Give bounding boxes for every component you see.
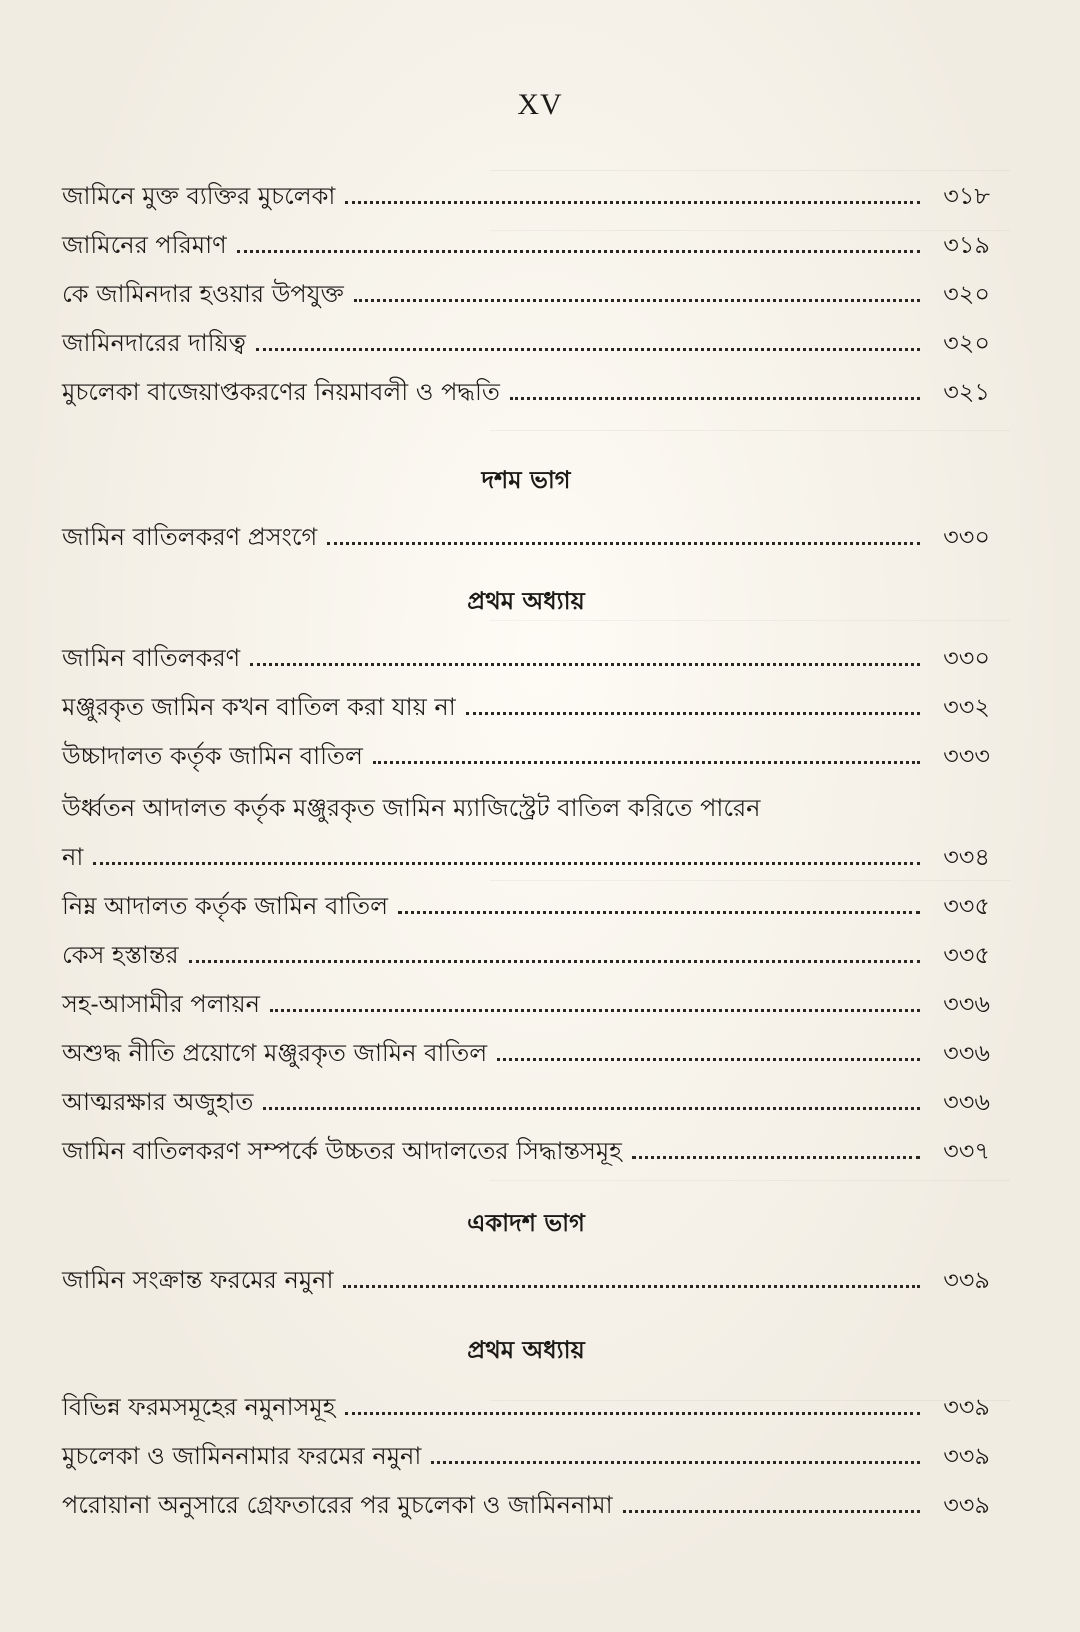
dot-leader — [263, 1106, 920, 1110]
dot-leader — [270, 1008, 920, 1012]
toc-entry-title: সহ-আসামীর পলায়ন — [62, 990, 261, 1018]
toc-entry-title: কেস হস্তান্তর — [62, 941, 179, 969]
dot-leader — [466, 711, 920, 715]
toc-entry-wrapped-first-line: উর্ধ্বতন আদালত কর্তৃক মঞ্জুরকৃত জামিন ম্যাজিস্ট্রেট বাতিল করিতে পারেন — [62, 794, 761, 822]
toc-entry-page: ৩১৯ — [943, 231, 990, 259]
dot-leader — [237, 249, 920, 253]
chapter-heading: প্রথম অধ্যায় — [467, 1335, 585, 1364]
toc-entry-title: আত্মরক্ষার অজুহাত — [62, 1088, 254, 1116]
dot-leader — [373, 760, 920, 764]
toc-entry-page: ৩৩৫ — [943, 892, 990, 920]
toc-entry-page: ৩৩০ — [943, 523, 990, 551]
toc-entry — [62, 211, 990, 260]
toc-entry — [62, 1471, 990, 1520]
page-number: XV — [517, 88, 563, 121]
toc-entry-page: ৩৩৬ — [943, 990, 990, 1018]
toc-entry-page: ৩৩৬ — [943, 1088, 990, 1116]
dot-leader — [623, 1509, 920, 1513]
toc-entry — [62, 823, 990, 872]
dot-leader — [398, 910, 920, 914]
dot-leader — [250, 662, 920, 666]
dot-leader — [93, 861, 920, 865]
toc-entry — [62, 1422, 990, 1471]
toc-entry — [62, 309, 990, 358]
toc-entry-page: ৩১৮ — [943, 182, 990, 210]
toc-entry-page: ৩৩৯ — [943, 1491, 990, 1519]
toc-entry — [62, 921, 990, 970]
toc-entry-title: জামিনের পরিমাণ — [62, 231, 227, 259]
dot-leader — [431, 1460, 920, 1464]
toc-entry — [62, 358, 990, 407]
chapter-heading: প্রথম অধ্যায় — [467, 586, 585, 615]
toc-entry-title: মঞ্জুরকৃত জামিন কখন বাতিল করা যায় না — [62, 693, 456, 721]
toc-entry-page: ৩৩৪ — [943, 843, 990, 871]
toc-entry — [62, 624, 990, 673]
dot-leader — [510, 396, 920, 400]
part-heading: একাদশ ভাগ — [467, 1208, 585, 1237]
toc-entry — [62, 162, 990, 211]
part-heading: দশম ভাগ — [481, 465, 571, 494]
toc-entry-title: বিভিন্ন ফরমসমূহের নমুনাসমূহ — [62, 1393, 336, 1421]
toc-entry-page: ৩৩৩ — [943, 742, 990, 770]
toc-entry-page: ৩২০ — [943, 329, 990, 357]
toc-entry-title: জামিন বাতিলকরণ — [62, 644, 241, 672]
toc-entry-title: উচ্চাদালত কর্তৃক জামিন বাতিল — [62, 742, 363, 770]
toc-entry-title: কে জামিনদার হওয়ার উপযুক্ত — [62, 280, 344, 308]
toc-entry — [62, 1246, 990, 1295]
dot-leader — [256, 347, 920, 351]
toc-entry-title: মুচলেকা ও জামিননামার ফরমের নমুনা — [62, 1442, 422, 1470]
toc-entry — [62, 872, 990, 921]
toc-entry-page: ৩২১ — [943, 378, 990, 406]
toc-entry-page: ৩৩৬ — [943, 1039, 990, 1067]
toc-entry-title: জামিন বাতিলকরণ সম্পর্কে উচ্চতর আদালতের সিদ্ধান্তসমূহ — [62, 1137, 622, 1165]
toc-entry-title: মুচলেকা বাজেয়াপ্তকরণের নিয়মাবলী ও পদ্ধতি — [62, 378, 500, 406]
toc-entry-title: অশুদ্ধ নীতি প্রয়োগে মঞ্জুরকৃত জামিন বাতিল — [62, 1039, 488, 1067]
toc-entry-title: জামিনদারের দায়িত্ব — [62, 329, 246, 357]
toc-entry-page: ৩৩৯ — [943, 1442, 990, 1470]
toc-entry-title: জামিন বাতিলকরণ প্রসংগে — [62, 523, 318, 551]
toc-entry — [62, 722, 990, 771]
toc-entry-page: ৩৩৯ — [943, 1266, 990, 1294]
toc-entry — [62, 673, 990, 722]
toc-entry-title: পরোয়ানা অনুসারে গ্রেফতারের পর মুচলেকা ও জামিননামা — [62, 1491, 613, 1519]
toc-entry-title: জামিন সংক্রান্ত ফরমের নমুনা — [62, 1266, 334, 1294]
toc-entry — [62, 503, 990, 552]
dot-leader — [632, 1155, 920, 1159]
toc-entry — [62, 1373, 990, 1422]
toc-entry — [62, 1068, 990, 1117]
dot-leader — [345, 1411, 920, 1415]
toc-entry-page: ৩২০ — [943, 280, 990, 308]
toc-entry — [62, 1019, 990, 1068]
toc-entry-title: না — [62, 843, 84, 871]
toc-entry-page: ৩৩০ — [943, 644, 990, 672]
toc-entry — [62, 1117, 990, 1166]
dot-leader — [189, 959, 920, 963]
toc-entry-title: নিম্ন আদালত কর্তৃক জামিন বাতিল — [62, 892, 389, 920]
dot-leader — [345, 200, 920, 204]
dot-leader — [497, 1057, 920, 1061]
dot-leader — [327, 541, 920, 545]
toc-entry-page: ৩৩৫ — [943, 941, 990, 969]
toc-entry-title: জামিনে মুক্ত ব্যক্তির মুচলেকা — [62, 182, 336, 210]
table-of-contents — [62, 162, 990, 1520]
toc-entry — [62, 260, 990, 309]
dot-leader — [354, 298, 920, 302]
dot-leader — [343, 1284, 920, 1288]
toc-entry — [62, 970, 990, 1019]
toc-entry-page: ৩৩৯ — [943, 1393, 990, 1421]
toc-entry-page: ৩৩২ — [943, 693, 990, 721]
toc-entry-page: ৩৩৭ — [943, 1137, 990, 1165]
